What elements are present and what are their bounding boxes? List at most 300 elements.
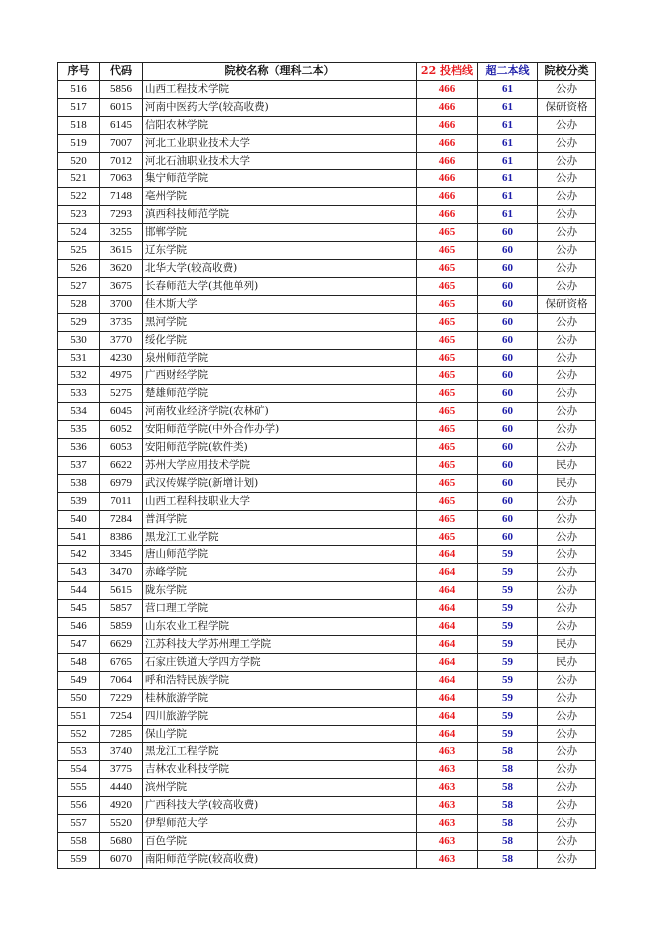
school-type: 公办 (538, 815, 596, 833)
row-number: 538 (58, 474, 100, 492)
row-number: 541 (58, 528, 100, 546)
row-number: 557 (58, 815, 100, 833)
cutoff-score: 465 (417, 385, 478, 403)
row-number: 532 (58, 367, 100, 385)
table-row (58, 134, 596, 152)
table-row (58, 653, 596, 671)
points-over-line: 60 (478, 349, 538, 367)
school-code: 3700 (100, 295, 143, 313)
points-over-line: 59 (478, 600, 538, 618)
row-number: 554 (58, 761, 100, 779)
school-name: 长春师范大学(其他单列) (143, 277, 417, 295)
school-code: 7229 (100, 689, 143, 707)
points-over-line: 61 (478, 80, 538, 98)
row-number: 543 (58, 564, 100, 582)
points-over-line: 59 (478, 582, 538, 600)
cutoff-score: 466 (417, 134, 478, 152)
school-name: 陇东学院 (143, 582, 417, 600)
points-over-line: 60 (478, 295, 538, 313)
points-over-line: 60 (478, 242, 538, 260)
header-name: 院校名称（理科二本） (143, 63, 417, 81)
school-type: 公办 (538, 259, 596, 277)
school-type: 公办 (538, 510, 596, 528)
school-name: 吉林农业科技学院 (143, 761, 417, 779)
school-type: 公办 (538, 242, 596, 260)
row-number: 530 (58, 331, 100, 349)
header-over: 超二本线 (478, 63, 538, 81)
row-number: 528 (58, 295, 100, 313)
row-number: 545 (58, 600, 100, 618)
cutoff-score: 465 (417, 331, 478, 349)
school-code: 7011 (100, 492, 143, 510)
cutoff-score: 464 (417, 653, 478, 671)
table-row (58, 277, 596, 295)
cutoff-score: 465 (417, 313, 478, 331)
row-number: 546 (58, 618, 100, 636)
cutoff-score: 464 (417, 546, 478, 564)
school-type: 公办 (538, 385, 596, 403)
points-over-line: 60 (478, 385, 538, 403)
school-type: 公办 (538, 421, 596, 439)
cutoff-score: 463 (417, 832, 478, 850)
school-name: 山西工程技术学院 (143, 80, 417, 98)
cutoff-score: 465 (417, 403, 478, 421)
school-code: 7254 (100, 707, 143, 725)
row-number: 527 (58, 277, 100, 295)
points-over-line: 59 (478, 564, 538, 582)
cutoff-score: 465 (417, 259, 478, 277)
school-type: 公办 (538, 600, 596, 618)
cutoff-score: 463 (417, 779, 478, 797)
row-number: 550 (58, 689, 100, 707)
school-code: 3740 (100, 743, 143, 761)
school-type: 公办 (538, 367, 596, 385)
table-row (58, 618, 596, 636)
row-number: 544 (58, 582, 100, 600)
table-row (58, 349, 596, 367)
school-type: 公办 (538, 277, 596, 295)
school-name: 滇西科技师范学院 (143, 206, 417, 224)
points-over-line: 58 (478, 832, 538, 850)
table-row (58, 797, 596, 815)
cutoff-score: 466 (417, 80, 478, 98)
points-over-line: 61 (478, 188, 538, 206)
table-row (58, 98, 596, 116)
row-number: 522 (58, 188, 100, 206)
school-code: 7284 (100, 510, 143, 528)
table-row (58, 761, 596, 779)
school-type: 公办 (538, 797, 596, 815)
table-row (58, 242, 596, 260)
school-code: 4920 (100, 797, 143, 815)
cutoff-score: 464 (417, 707, 478, 725)
school-name: 亳州学院 (143, 188, 417, 206)
cutoff-score: 465 (417, 528, 478, 546)
row-number: 542 (58, 546, 100, 564)
row-number: 523 (58, 206, 100, 224)
table-row (58, 832, 596, 850)
school-code: 5520 (100, 815, 143, 833)
points-over-line: 60 (478, 277, 538, 295)
school-name: 佳木斯大学 (143, 295, 417, 313)
table-row (58, 331, 596, 349)
cutoff-score: 463 (417, 850, 478, 868)
school-name: 广西财经学院 (143, 367, 417, 385)
school-type: 公办 (538, 779, 596, 797)
school-code: 3675 (100, 277, 143, 295)
school-name: 河南中医药大学(较高收费) (143, 98, 417, 116)
school-type: 公办 (538, 671, 596, 689)
table-row (58, 224, 596, 242)
school-name: 河北石油职业技术大学 (143, 152, 417, 170)
row-number: 556 (58, 797, 100, 815)
table-row (58, 689, 596, 707)
row-number: 524 (58, 224, 100, 242)
school-type: 公办 (538, 170, 596, 188)
school-type: 公办 (538, 224, 596, 242)
cutoff-score: 463 (417, 743, 478, 761)
table-row (58, 582, 596, 600)
school-type: 公办 (538, 152, 596, 170)
cutoff-score: 463 (417, 797, 478, 815)
school-code: 7285 (100, 725, 143, 743)
row-number: 559 (58, 850, 100, 868)
cutoff-score: 464 (417, 725, 478, 743)
cutoff-score: 465 (417, 242, 478, 260)
points-over-line: 60 (478, 313, 538, 331)
school-name: 赤峰学院 (143, 564, 417, 582)
school-code: 5275 (100, 385, 143, 403)
school-type: 公办 (538, 618, 596, 636)
table-row (58, 456, 596, 474)
school-code: 5857 (100, 600, 143, 618)
cutoff-score: 465 (417, 295, 478, 313)
school-type: 公办 (538, 439, 596, 457)
school-type: 公办 (538, 403, 596, 421)
points-over-line: 60 (478, 439, 538, 457)
points-over-line: 58 (478, 815, 538, 833)
points-over-line: 60 (478, 421, 538, 439)
school-code: 6765 (100, 653, 143, 671)
school-type: 民办 (538, 653, 596, 671)
table-row (58, 206, 596, 224)
school-name: 河南牧业经济学院(农林矿) (143, 403, 417, 421)
points-over-line: 60 (478, 403, 538, 421)
school-type: 公办 (538, 707, 596, 725)
table-row (58, 439, 596, 457)
row-number: 520 (58, 152, 100, 170)
row-number: 535 (58, 421, 100, 439)
school-name: 石家庄铁道大学四方学院 (143, 653, 417, 671)
points-over-line: 60 (478, 528, 538, 546)
school-code: 7064 (100, 671, 143, 689)
table-body (58, 80, 596, 868)
table-row (58, 510, 596, 528)
school-type: 保研资格 (538, 295, 596, 313)
school-name: 绥化学院 (143, 331, 417, 349)
cutoff-score: 465 (417, 421, 478, 439)
school-type: 公办 (538, 832, 596, 850)
school-type: 保研资格 (538, 98, 596, 116)
school-name: 山西工程科技职业大学 (143, 492, 417, 510)
school-name: 山东农业工程学院 (143, 618, 417, 636)
school-name: 信阳农林学院 (143, 116, 417, 134)
row-number: 553 (58, 743, 100, 761)
school-code: 6070 (100, 850, 143, 868)
header-code: 代码 (100, 63, 143, 81)
school-type: 公办 (538, 116, 596, 134)
cutoff-score: 465 (417, 510, 478, 528)
cutoff-score: 464 (417, 618, 478, 636)
row-number: 558 (58, 832, 100, 850)
school-code: 5680 (100, 832, 143, 850)
cutoff-score: 465 (417, 277, 478, 295)
row-number: 548 (58, 653, 100, 671)
school-code: 6045 (100, 403, 143, 421)
school-code: 8386 (100, 528, 143, 546)
school-type: 公办 (538, 850, 596, 868)
cutoff-score: 464 (417, 636, 478, 654)
school-code: 6979 (100, 474, 143, 492)
school-type: 公办 (538, 188, 596, 206)
cutoff-score: 465 (417, 439, 478, 457)
table-row (58, 80, 596, 98)
cutoff-score: 465 (417, 456, 478, 474)
table-row (58, 636, 596, 654)
school-type: 民办 (538, 456, 596, 474)
table-row (58, 170, 596, 188)
school-name: 安阳师范学院(软件类) (143, 439, 417, 457)
row-number: 540 (58, 510, 100, 528)
cutoff-score: 464 (417, 671, 478, 689)
school-name: 普洱学院 (143, 510, 417, 528)
table-row (58, 850, 596, 868)
table-row (58, 474, 596, 492)
points-over-line: 61 (478, 170, 538, 188)
table-row (58, 815, 596, 833)
school-code: 5856 (100, 80, 143, 98)
header-row (58, 63, 596, 81)
cutoff-score: 465 (417, 367, 478, 385)
points-over-line: 59 (478, 618, 538, 636)
points-over-line: 60 (478, 474, 538, 492)
school-type: 公办 (538, 206, 596, 224)
school-code: 6145 (100, 116, 143, 134)
points-over-line: 60 (478, 259, 538, 277)
school-name: 黑龙江工程学院 (143, 743, 417, 761)
cutoff-score: 464 (417, 689, 478, 707)
school-name: 保山学院 (143, 725, 417, 743)
school-name: 伊犁师范大学 (143, 815, 417, 833)
school-code: 5859 (100, 618, 143, 636)
points-over-line: 59 (478, 671, 538, 689)
school-name: 苏州大学应用技术学院 (143, 456, 417, 474)
school-type: 公办 (538, 528, 596, 546)
points-over-line: 58 (478, 850, 538, 868)
cutoff-score: 466 (417, 98, 478, 116)
school-code: 6052 (100, 421, 143, 439)
points-over-line: 61 (478, 206, 538, 224)
cutoff-score: 466 (417, 188, 478, 206)
school-name: 泉州师范学院 (143, 349, 417, 367)
row-number: 537 (58, 456, 100, 474)
points-over-line: 59 (478, 546, 538, 564)
school-name: 楚雄师范学院 (143, 385, 417, 403)
school-code: 3735 (100, 313, 143, 331)
school-name: 河北工业职业技术大学 (143, 134, 417, 152)
school-name: 安阳师范学院(中外合作办学) (143, 421, 417, 439)
cutoff-score: 464 (417, 582, 478, 600)
school-name: 黑龙江工业学院 (143, 528, 417, 546)
row-number: 526 (58, 259, 100, 277)
school-type: 公办 (538, 313, 596, 331)
cutoff-score: 465 (417, 224, 478, 242)
school-name: 集宁师范学院 (143, 170, 417, 188)
school-code: 3775 (100, 761, 143, 779)
school-code: 7007 (100, 134, 143, 152)
school-type: 公办 (538, 331, 596, 349)
points-over-line: 59 (478, 636, 538, 654)
school-name: 南阳师范学院(较高收费) (143, 850, 417, 868)
table-row (58, 671, 596, 689)
school-code: 3615 (100, 242, 143, 260)
table-row (58, 116, 596, 134)
school-name: 营口理工学院 (143, 600, 417, 618)
points-over-line: 59 (478, 725, 538, 743)
school-type: 公办 (538, 743, 596, 761)
school-type: 公办 (538, 349, 596, 367)
school-name: 桂林旅游学院 (143, 689, 417, 707)
school-name: 百色学院 (143, 832, 417, 850)
table-row (58, 779, 596, 797)
school-type: 公办 (538, 546, 596, 564)
school-type: 公办 (538, 582, 596, 600)
school-type: 公办 (538, 134, 596, 152)
header-num: 序号 (58, 63, 100, 81)
row-number: 534 (58, 403, 100, 421)
cutoff-score: 465 (417, 492, 478, 510)
school-type: 民办 (538, 474, 596, 492)
school-type: 公办 (538, 564, 596, 582)
row-number: 518 (58, 116, 100, 134)
row-number: 551 (58, 707, 100, 725)
table-row (58, 403, 596, 421)
points-over-line: 58 (478, 743, 538, 761)
school-code: 6629 (100, 636, 143, 654)
table-row (58, 313, 596, 331)
cutoff-score: 466 (417, 116, 478, 134)
table-row (58, 528, 596, 546)
points-over-line: 60 (478, 492, 538, 510)
points-over-line: 61 (478, 116, 538, 134)
table-row (58, 725, 596, 743)
row-number: 516 (58, 80, 100, 98)
row-number: 549 (58, 671, 100, 689)
school-type: 民办 (538, 636, 596, 654)
cutoff-score: 463 (417, 815, 478, 833)
table-row (58, 259, 596, 277)
table-row (58, 385, 596, 403)
admission-score-table (57, 62, 596, 869)
table-row (58, 564, 596, 582)
school-name: 呼和浩特民族学院 (143, 671, 417, 689)
row-number: 555 (58, 779, 100, 797)
points-over-line: 59 (478, 653, 538, 671)
school-code: 4440 (100, 779, 143, 797)
school-name: 滨州学院 (143, 779, 417, 797)
points-over-line: 60 (478, 367, 538, 385)
table-row (58, 421, 596, 439)
points-over-line: 61 (478, 152, 538, 170)
points-over-line: 60 (478, 456, 538, 474)
cutoff-score: 466 (417, 206, 478, 224)
school-code: 6622 (100, 456, 143, 474)
school-name: 邯郸学院 (143, 224, 417, 242)
school-name: 江苏科技大学苏州理工学院 (143, 636, 417, 654)
row-number: 517 (58, 98, 100, 116)
points-over-line: 58 (478, 797, 538, 815)
school-name: 武汉传媒学院(新增计划) (143, 474, 417, 492)
school-name: 黑河学院 (143, 313, 417, 331)
row-number: 531 (58, 349, 100, 367)
school-type: 公办 (538, 725, 596, 743)
header-score: 22 投档线 (417, 63, 478, 81)
school-code: 3255 (100, 224, 143, 242)
row-number: 525 (58, 242, 100, 260)
points-over-line: 60 (478, 510, 538, 528)
cutoff-score: 464 (417, 564, 478, 582)
school-name: 北华大学(较高收费) (143, 259, 417, 277)
table-row (58, 367, 596, 385)
school-code: 7148 (100, 188, 143, 206)
table-row (58, 295, 596, 313)
cutoff-score: 466 (417, 152, 478, 170)
school-code: 4230 (100, 349, 143, 367)
points-over-line: 59 (478, 707, 538, 725)
cutoff-score: 463 (417, 761, 478, 779)
cutoff-score: 464 (417, 600, 478, 618)
school-code: 3770 (100, 331, 143, 349)
school-code: 4975 (100, 367, 143, 385)
row-number: 552 (58, 725, 100, 743)
points-over-line: 61 (478, 98, 538, 116)
school-code: 7293 (100, 206, 143, 224)
school-name: 辽东学院 (143, 242, 417, 260)
cutoff-score: 466 (417, 170, 478, 188)
table-row (58, 707, 596, 725)
cutoff-score: 465 (417, 474, 478, 492)
header-type: 院校分类 (538, 63, 596, 81)
table-row (58, 600, 596, 618)
row-number: 536 (58, 439, 100, 457)
school-type: 公办 (538, 761, 596, 779)
school-code: 6015 (100, 98, 143, 116)
school-type: 公办 (538, 689, 596, 707)
row-number: 529 (58, 313, 100, 331)
row-number: 539 (58, 492, 100, 510)
row-number: 521 (58, 170, 100, 188)
school-code: 5615 (100, 582, 143, 600)
school-code: 3470 (100, 564, 143, 582)
table-row (58, 492, 596, 510)
school-name: 唐山师范学院 (143, 546, 417, 564)
table-row (58, 546, 596, 564)
points-over-line: 60 (478, 331, 538, 349)
points-over-line: 58 (478, 761, 538, 779)
school-type: 公办 (538, 492, 596, 510)
row-number: 519 (58, 134, 100, 152)
school-code: 6053 (100, 439, 143, 457)
